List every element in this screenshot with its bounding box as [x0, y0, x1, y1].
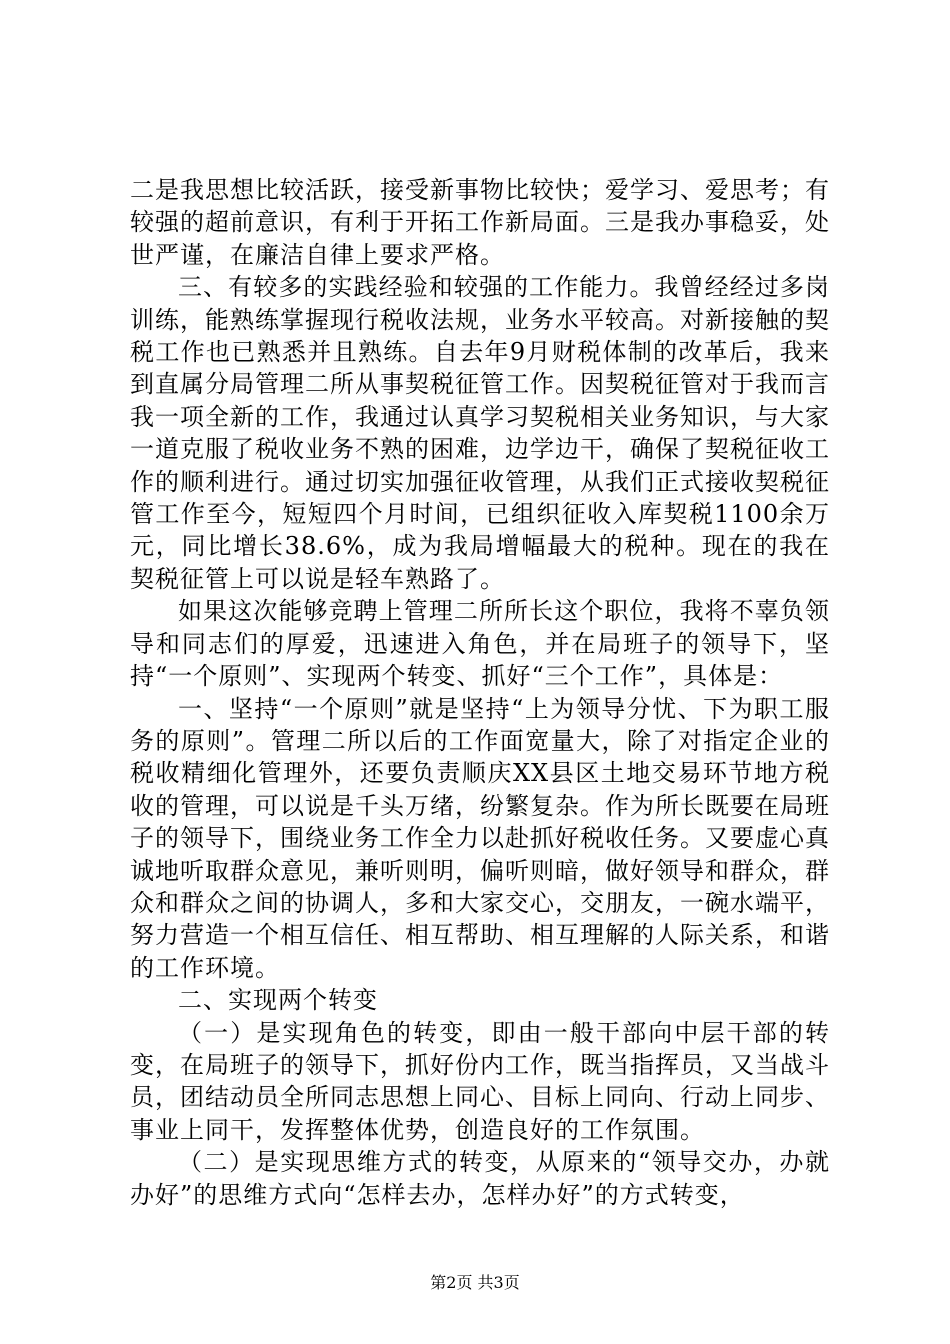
paragraph-3: 如果这次能够竞聘上管理二所所长这个职位，我将不辜负领导和同志们的厚爱，迅速进入角色，并在局班子的领导下，坚持“一个原则”、实现两个转变、抓好“三个工作”，具体是：: [130, 597, 830, 691]
paragraph-7: （二）是实现思维方式的转变，从原来的“领导交办，办就办好”的思维方式向“怎样去办，怎样办好”的方式转变，: [130, 1148, 830, 1209]
document-body: [130, 174, 830, 1211]
paragraph-5: 二、实现两个转变: [178, 986, 378, 1015]
paragraph-1: 二是我思想比较活跃，接受新事物比较快；爱学习、爱思考；有较强的超前意识，有利于开拓工作新局面。三是我办事稳妥，处世严谨，在廉洁自律上要求严格。: [130, 176, 830, 269]
page-footer: 第2页 共3页: [430, 1273, 520, 1292]
paragraph-4: 一、坚持“一个原则”就是坚持“上为领导分忧、下为职工服务的原则”。管理二所以后的工作面宽量大，除了对指定企业的税收精细化管理外，还要负责顺庆XX县区土地交易环节地方税收的管理，可以说是千头万绪，纷繁复杂。作为所长既要在局班子的领导下，围绕业务工作全力以赴抓好税收任务。又要虚心真诚地听取群众意见，兼听则明，偏听则暗，做好领导和群众，群众和群众之间的协调人，多和大家交心，交朋友，一碗水端平，努力营造一个相互信任、相互帮助、相互理解的人际关系，和谐的工作环境。: [130, 694, 830, 982]
paragraph-2: 三、有较多的实践经验和较强的工作能力。我曾经经过多岗训练，能熟练掌握现行税收法规，业务水平较高。对新接触的契税工作也已熟悉并且熟练。自去年9月财税体制的改革后，我来到直属分局管理二所从事契税征管工作。因契税征管对于我而言我一项全新的工作，我通过认真学习契税相关业务知识，与大家一道克服了税收业务不熟的困难，边学边干，确保了契税征收工作的顺利进行。通过切实加强征收管理，从我们正式接收契税征管工作至今，短短四个月时间，已组织征收入库契税1100余万元，同比增长38.6%，成为我局增幅最大的税种。现在的我在契税征管上可以说是轻车熟路了。: [130, 273, 830, 593]
paragraph-6: （一）是实现角色的转变，即由一般干部向中层干部的转变，在局班子的领导下，抓好份内工作，既当指挥员，又当战斗员，团结动员全所同志思想上同心、目标上同向、行动上同步、事业上同干，发挥整体优势，创造良好的工作氛围。: [130, 1018, 830, 1144]
